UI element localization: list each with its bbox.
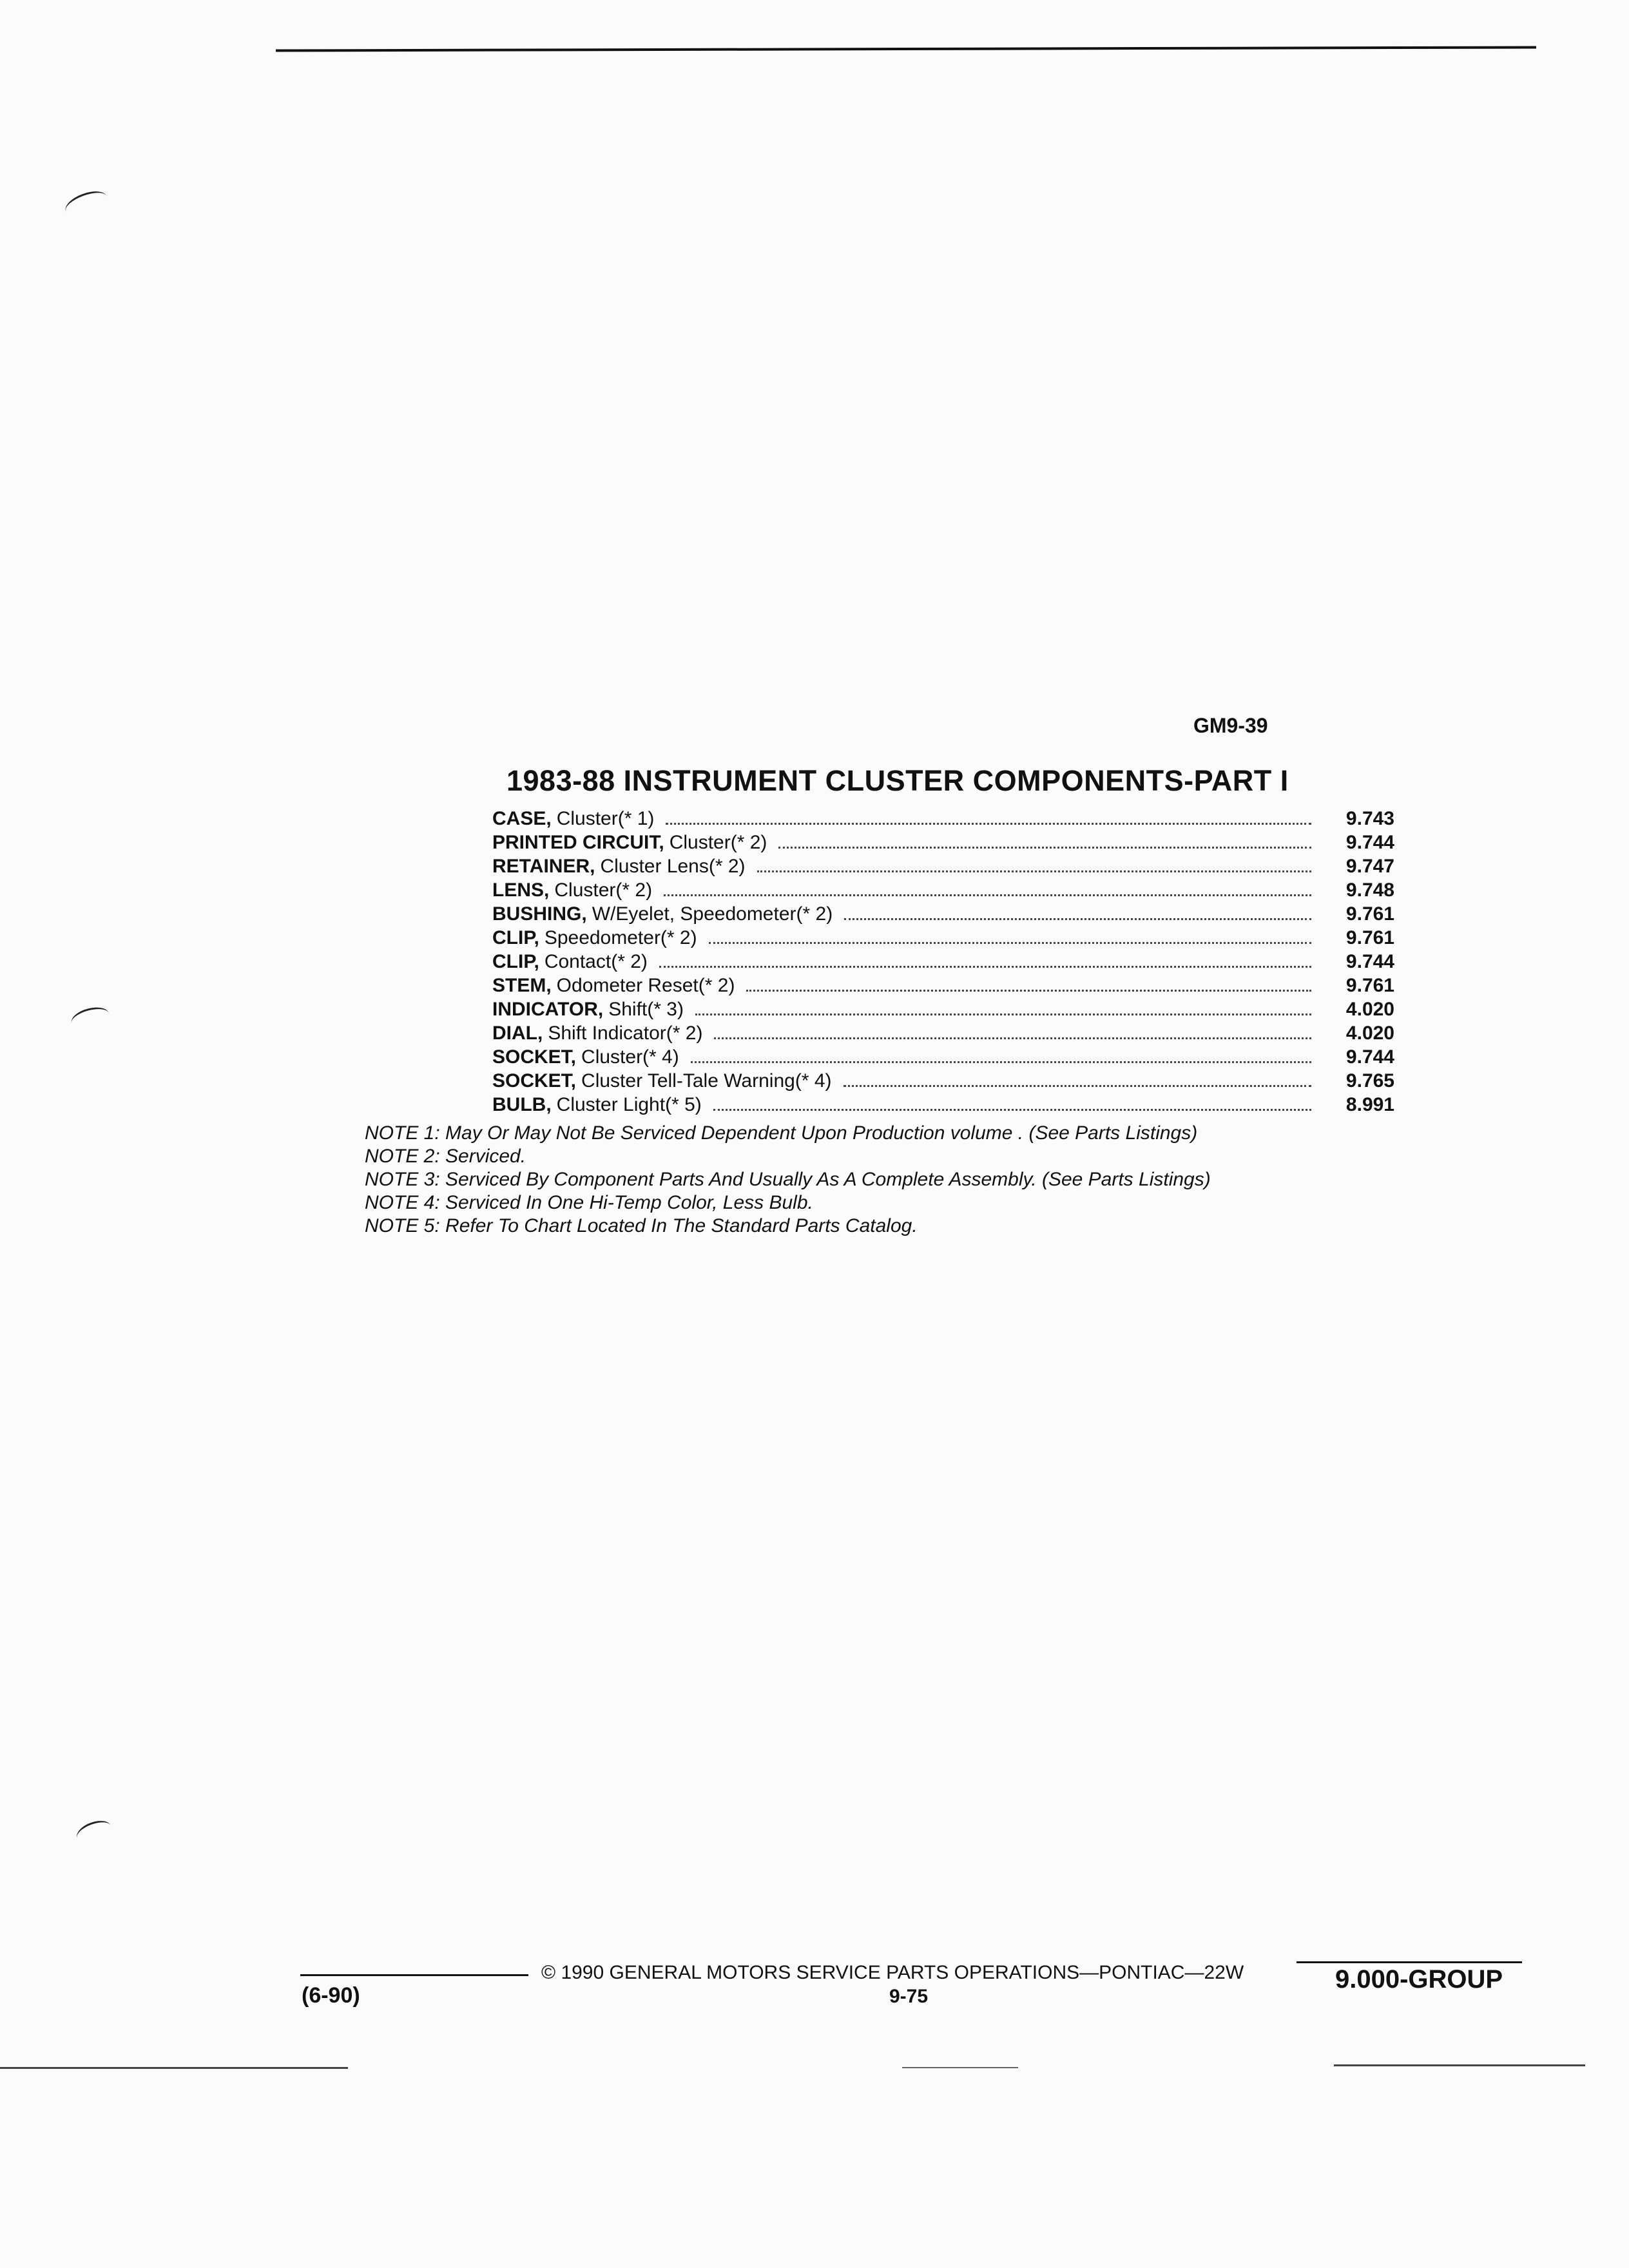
part-name: RETAINER,: [492, 856, 595, 877]
dot-leader: [695, 1014, 1311, 1015]
part-desc: Cluster Light(* 5): [556, 1094, 702, 1115]
margin-mark: [69, 1004, 111, 1033]
part-name: SOCKET,: [492, 1070, 577, 1091]
dot-leader: [844, 918, 1311, 920]
part-name: PRINTED CIRCUIT,: [492, 832, 664, 853]
part-row: [492, 1094, 1394, 1118]
part-value: 9.747: [1345, 856, 1394, 877]
part-row: [492, 903, 1394, 927]
part-row: [492, 832, 1394, 856]
part-value: 9.748: [1345, 879, 1394, 901]
part-value: 9.744: [1345, 951, 1394, 972]
document-title: 1983-88 INSTRUMENT CLUSTER COMPONENTS-PART I: [506, 764, 1289, 797]
dot-leader: [659, 966, 1311, 968]
part-value: 9.761: [1345, 903, 1394, 925]
part-desc: Cluster(* 2): [669, 832, 767, 853]
note: NOTE 4: Serviced In One Hi-Temp Color, Less Bulb.: [365, 1192, 813, 1213]
note: NOTE 5: Refer To Chart Located In The Standard Parts Catalog.: [365, 1215, 918, 1236]
dot-leader: [664, 894, 1311, 896]
parts-list: [492, 808, 1394, 1118]
part-value: 4.020: [1345, 999, 1394, 1020]
bottom-rule-mid: [902, 2067, 1018, 2068]
part-value: 9.761: [1345, 927, 1394, 948]
copyright-line: © 1990 GENERAL MOTORS SERVICE PARTS OPERATIONS—PONTIAC—22W: [541, 1962, 1244, 1983]
part-row: [492, 951, 1394, 975]
part-value: 8.991: [1345, 1094, 1394, 1115]
part-desc: Cluster(* 1): [556, 808, 655, 829]
document-code: GM9-39: [1193, 714, 1268, 737]
part-value: 9.743: [1345, 808, 1394, 829]
part-row: [492, 1046, 1394, 1070]
footer-rule-left: [300, 1974, 528, 1976]
dot-leader: [713, 1109, 1311, 1111]
dot-leader: [709, 942, 1311, 944]
dot-leader: [757, 870, 1311, 872]
part-value: 4.020: [1345, 1023, 1394, 1044]
dot-leader: [714, 1037, 1311, 1039]
revision-date: (6-90): [302, 1983, 360, 2008]
dot-leader: [691, 1061, 1311, 1063]
part-value: 9.744: [1345, 1046, 1394, 1068]
part-name: CLIP,: [492, 951, 539, 972]
part-row: [492, 856, 1394, 879]
group-label: 9.000-GROUP: [1335, 1965, 1503, 1994]
part-row: [492, 927, 1394, 951]
note: NOTE 1: May Or May Not Be Serviced Dependent Upon Production volume . (See Parts Listings): [365, 1122, 1198, 1144]
part-name: BUSHING,: [492, 903, 587, 925]
part-name: INDICATOR,: [492, 999, 604, 1020]
part-desc: Cluster Tell-Tale Warning(* 4): [581, 1070, 832, 1091]
part-value: 9.744: [1345, 832, 1394, 853]
top-rule: [276, 46, 1536, 52]
part-desc: Cluster(* 4): [581, 1046, 679, 1068]
page-number: 9-75: [889, 1986, 929, 2007]
part-desc: W/Eyelet, Speedometer(* 2): [592, 903, 833, 925]
part-row: [492, 975, 1394, 999]
part-name: CLIP,: [492, 927, 539, 948]
margin-mark: [62, 186, 110, 221]
bottom-rule-left: [0, 2067, 348, 2069]
dot-leader: [778, 847, 1311, 849]
part-name: SOCKET,: [492, 1046, 577, 1068]
part-row: [492, 999, 1394, 1023]
note: NOTE 3: Serviced By Component Parts And Usually As A Complete Assembly. (See Parts Listings): [365, 1169, 1211, 1190]
part-desc: Odometer Reset(* 2): [556, 975, 735, 996]
part-name: BULB,: [492, 1094, 552, 1115]
part-desc: Shift Indicator(* 2): [548, 1023, 703, 1044]
part-name: STEM,: [492, 975, 552, 996]
notes-list: [365, 1122, 1211, 1238]
part-row: [492, 1023, 1394, 1046]
margin-mark: [73, 1816, 114, 1847]
part-name: LENS,: [492, 879, 550, 901]
dot-leader: [746, 990, 1311, 992]
part-desc: Cluster Lens(* 2): [600, 856, 746, 877]
footer-rule-right: [1296, 1961, 1522, 1963]
bottom-rule-right: [1334, 2064, 1585, 2066]
dot-leader: [666, 823, 1311, 825]
note: NOTE 2: Serviced.: [365, 1146, 526, 1167]
part-value: 9.761: [1345, 975, 1394, 996]
part-name: CASE,: [492, 808, 552, 829]
part-value: 9.765: [1345, 1070, 1394, 1091]
part-name: DIAL,: [492, 1023, 543, 1044]
part-desc: Contact(* 2): [544, 951, 648, 972]
part-row: [492, 879, 1394, 903]
part-row: [492, 808, 1394, 832]
part-desc: Shift(* 3): [608, 999, 684, 1020]
dot-leader: [843, 1085, 1312, 1087]
part-desc: Speedometer(* 2): [544, 927, 697, 948]
part-desc: Cluster(* 2): [554, 879, 653, 901]
part-row: [492, 1070, 1394, 1094]
